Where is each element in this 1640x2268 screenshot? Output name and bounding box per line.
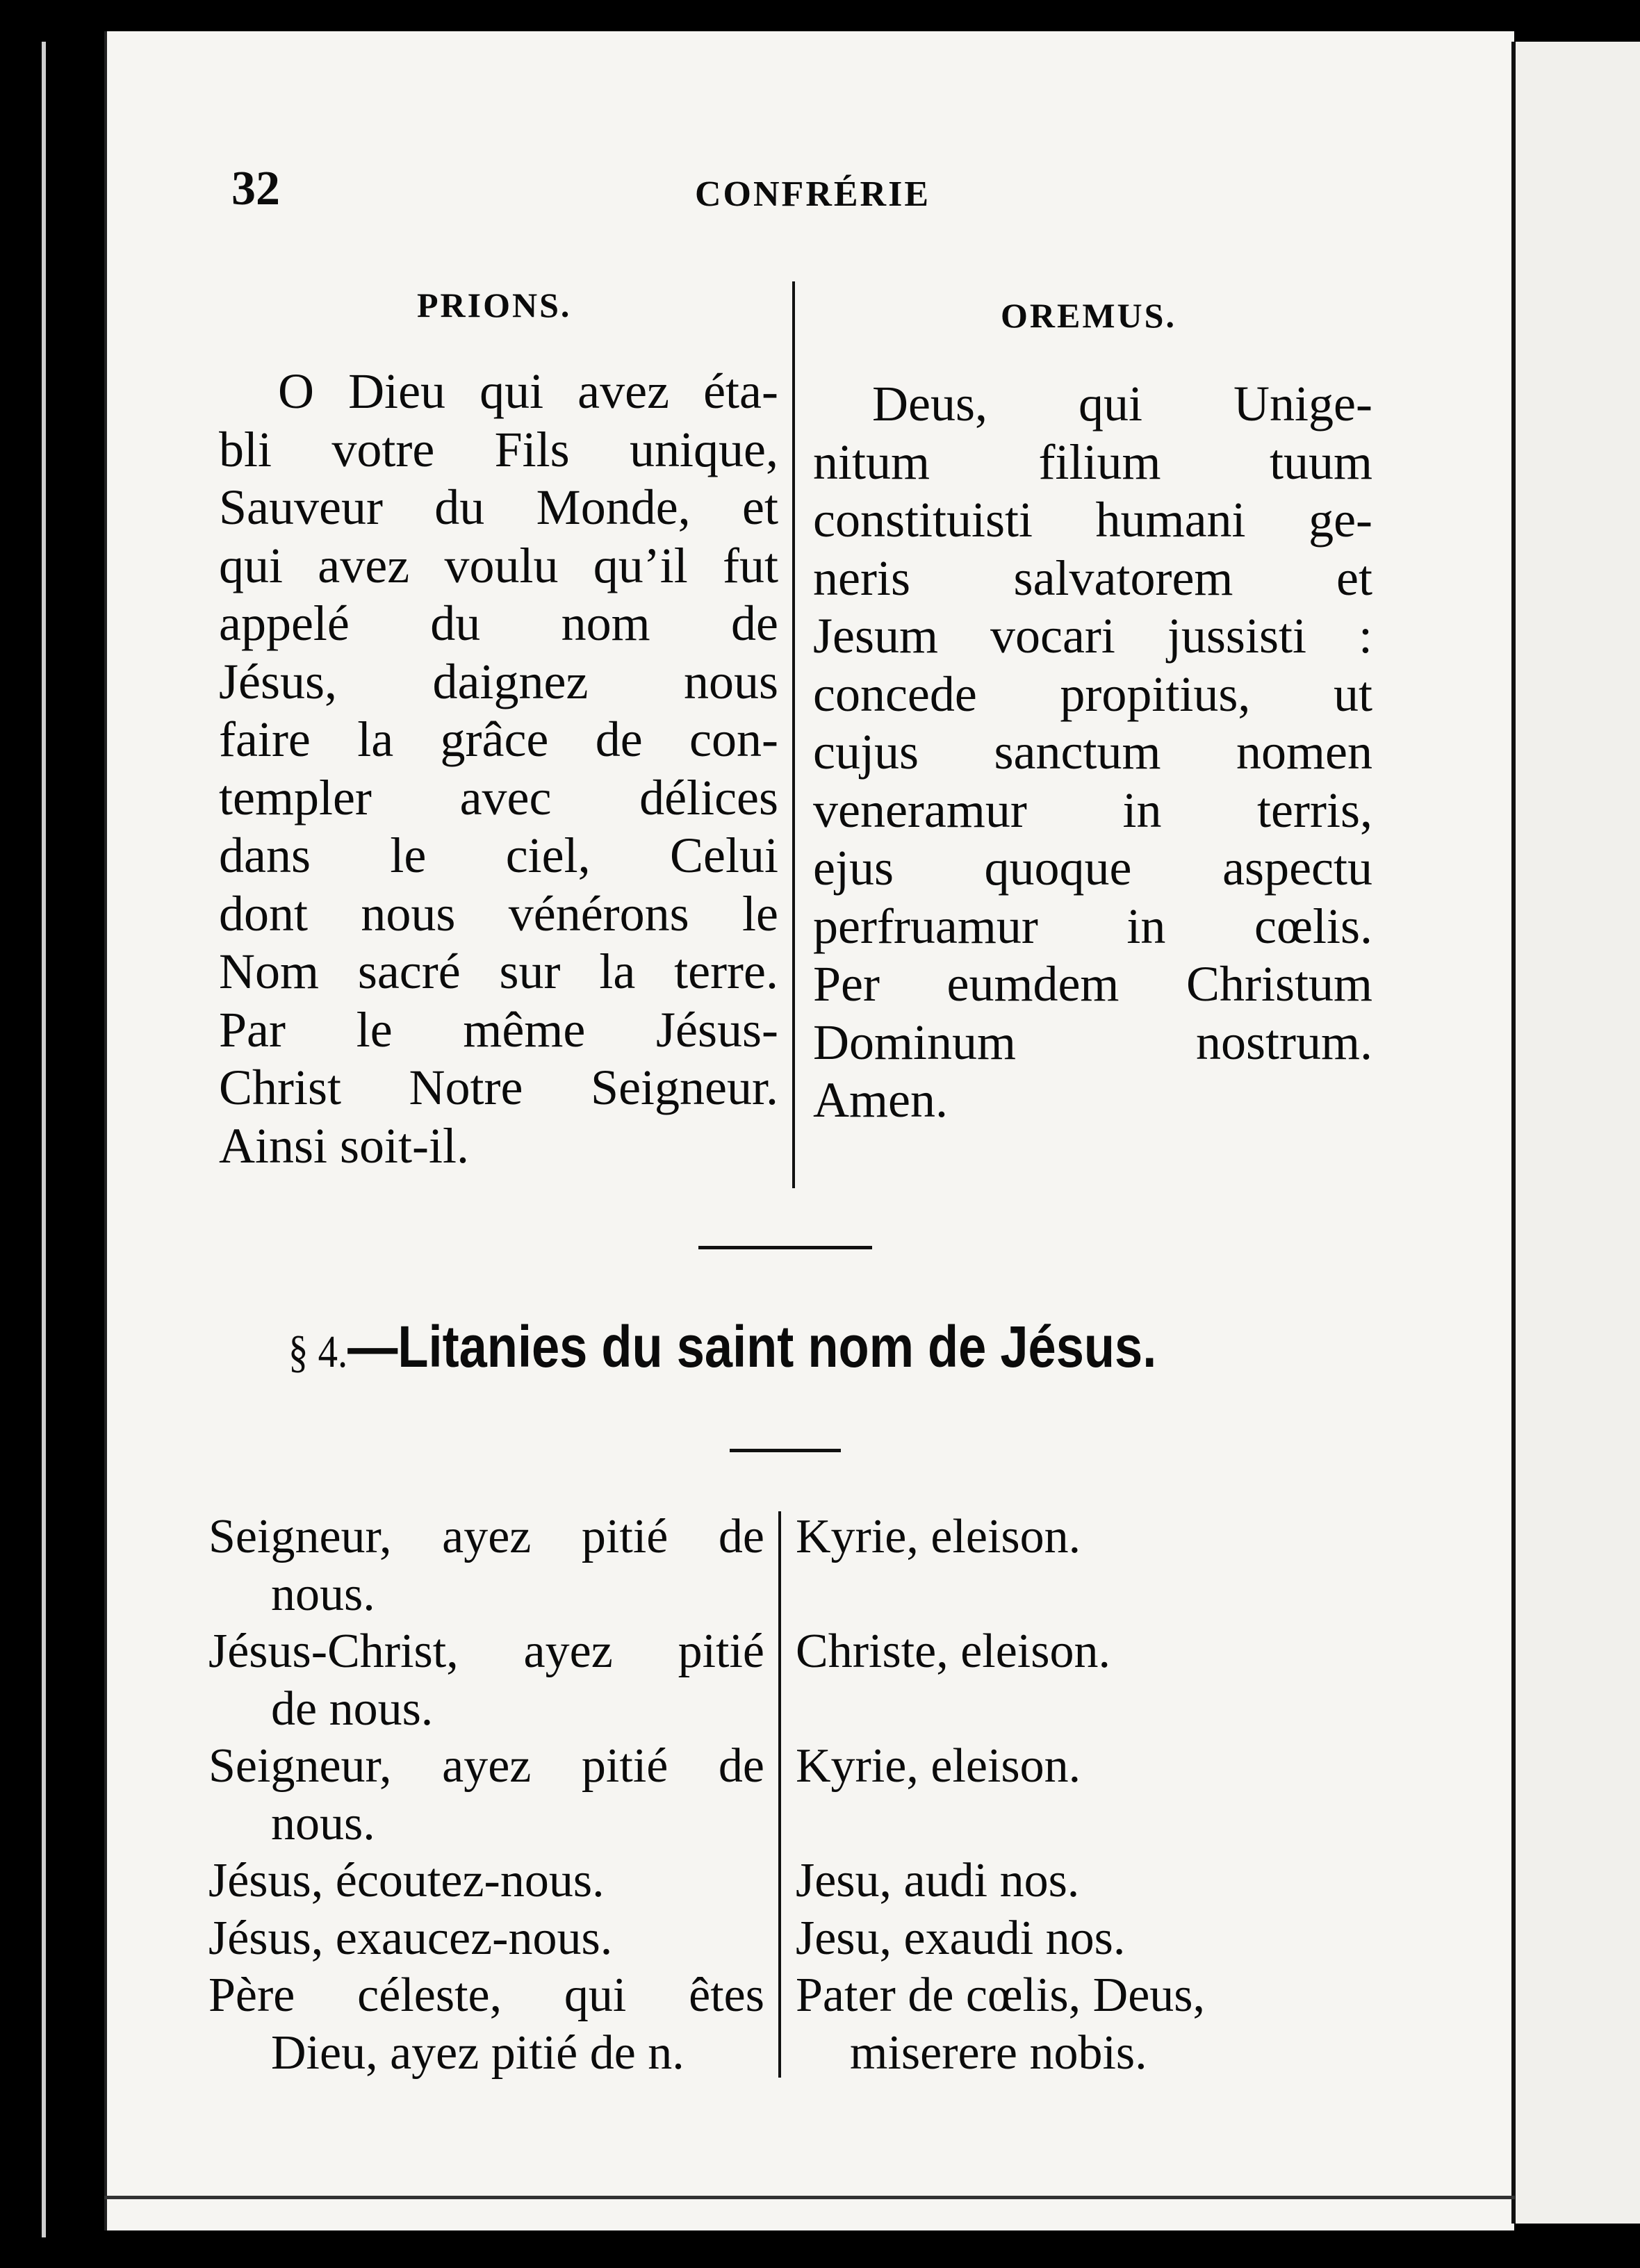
litany-french-invocation bbox=[208, 1737, 764, 1852]
scan-edge-left bbox=[42, 42, 46, 2237]
litany-line: Kyrie, eleison. bbox=[796, 1739, 1081, 1793]
section-title-text: —Litanies du saint nom de Jésus. bbox=[347, 1314, 1157, 1379]
prayer-line: Jesum vocari jussisti : bbox=[813, 608, 1372, 664]
section-title bbox=[288, 1313, 1221, 1381]
prayer-line: Sauveur du Monde, et bbox=[219, 479, 778, 535]
column-divider-litany bbox=[778, 1511, 781, 2078]
section-number: § 4. bbox=[288, 1326, 348, 1377]
litany-latin-response bbox=[796, 1966, 1366, 2082]
prayer-line: veneramur in terris, bbox=[813, 782, 1372, 838]
page-gutter-line bbox=[1511, 42, 1516, 2224]
prayer-line: ejus quoque aspectu bbox=[813, 840, 1372, 896]
litany-line: Jesu, audi nos. bbox=[796, 1854, 1080, 1907]
litany-line: nous. bbox=[271, 1797, 375, 1850]
litany-line: Jesu, exaudi nos. bbox=[796, 1912, 1126, 1965]
litany-line: de nous. bbox=[271, 1682, 434, 1736]
litany-latin-response bbox=[796, 1622, 1366, 1680]
prayer-line: qui avez voulu qu’il fut bbox=[219, 537, 778, 593]
prayer-line: Amen. bbox=[813, 1072, 948, 1128]
prayer-line: O Dieu qui avez éta- bbox=[278, 363, 778, 419]
prayer-line: appelé du nom de bbox=[219, 595, 778, 651]
latin-prayer-text bbox=[813, 375, 1372, 1130]
latin-prayer-heading: OREMUS. bbox=[1001, 296, 1176, 335]
prayer-line: Deus, qui Unige- bbox=[872, 376, 1372, 432]
litany-french-invocation bbox=[208, 1909, 764, 1967]
litany-line: Jésus, exaucez-nous. bbox=[208, 1912, 613, 1965]
prayer-line: faire la grâce de con- bbox=[219, 712, 778, 767]
section-rule-bottom bbox=[730, 1449, 841, 1452]
litany-latin-response bbox=[796, 1909, 1366, 1967]
column-divider-prayer bbox=[792, 281, 795, 1188]
prayer-line: concede propitius, ut bbox=[813, 666, 1372, 722]
litany-line: Dieu, ayez pitié de n. bbox=[271, 2026, 684, 2080]
section-rule-top bbox=[698, 1246, 872, 1249]
litany-line: Jésus-Christ, ayez pitié bbox=[208, 1625, 764, 1678]
prayer-line: Par le même Jésus- bbox=[219, 1001, 778, 1058]
litany-line: miserere nobis. bbox=[850, 2026, 1147, 2080]
prayer-line: constituisti humani ge- bbox=[813, 492, 1372, 548]
prayer-line: cujus sanctum nomen bbox=[813, 724, 1372, 780]
litany-line: Christe, eleison. bbox=[796, 1625, 1110, 1678]
litany-french-invocation bbox=[208, 1508, 764, 1623]
french-prayer-heading: PRIONS. bbox=[417, 286, 572, 324]
litany-latin-response bbox=[796, 1852, 1366, 1909]
litany-french-invocation bbox=[208, 1966, 764, 2082]
litany-line: Jésus, écoutez-nous. bbox=[208, 1854, 605, 1907]
litany-line: Père céleste, qui êtes bbox=[208, 1969, 764, 2022]
litany-french-invocation bbox=[208, 1622, 764, 1738]
litany-line: Pater de cœlis, Deus, bbox=[796, 1969, 1206, 2022]
prayer-line: Dominum nostrum. bbox=[813, 1014, 1372, 1070]
prayer-line: neris salvatorem et bbox=[813, 550, 1372, 606]
prayer-line: Ainsi soit-il. bbox=[219, 1117, 470, 1174]
french-prayer-text bbox=[219, 363, 778, 1175]
prayer-line: Per eumdem Christum bbox=[813, 956, 1372, 1012]
running-head: CONFRÉRIE bbox=[695, 174, 931, 214]
litany-french-invocation bbox=[208, 1852, 764, 1909]
prayer-line: templer avec délices bbox=[219, 769, 778, 825]
prayer-line: bli votre Fils unique, bbox=[219, 421, 778, 477]
litany-line: Kyrie, eleison. bbox=[796, 1510, 1081, 1563]
page-bottom-edge bbox=[104, 2196, 1515, 2199]
prayer-line: Nom sacré sur la terre. bbox=[219, 944, 778, 999]
page-number: 32 bbox=[231, 162, 280, 215]
facing-page-edge bbox=[1511, 42, 1640, 2224]
prayer-line: dans le ciel, Celui bbox=[219, 828, 778, 883]
litany-latin-response bbox=[796, 1508, 1366, 1566]
prayer-line: nitum filium tuum bbox=[813, 434, 1372, 490]
prayer-line: Jésus, daignez nous bbox=[219, 653, 778, 709]
litany-line: Seigneur, ayez pitié de bbox=[208, 1739, 764, 1793]
litany-latin-response bbox=[796, 1737, 1366, 1795]
litany-line: nous. bbox=[271, 1568, 375, 1621]
prayer-line: dont nous vénérons le bbox=[219, 885, 778, 942]
prayer-line: perfruamur in cœlis. bbox=[813, 898, 1372, 954]
prayer-line: Christ Notre Seigneur. bbox=[219, 1060, 778, 1115]
litany-line: Seigneur, ayez pitié de bbox=[208, 1510, 764, 1563]
